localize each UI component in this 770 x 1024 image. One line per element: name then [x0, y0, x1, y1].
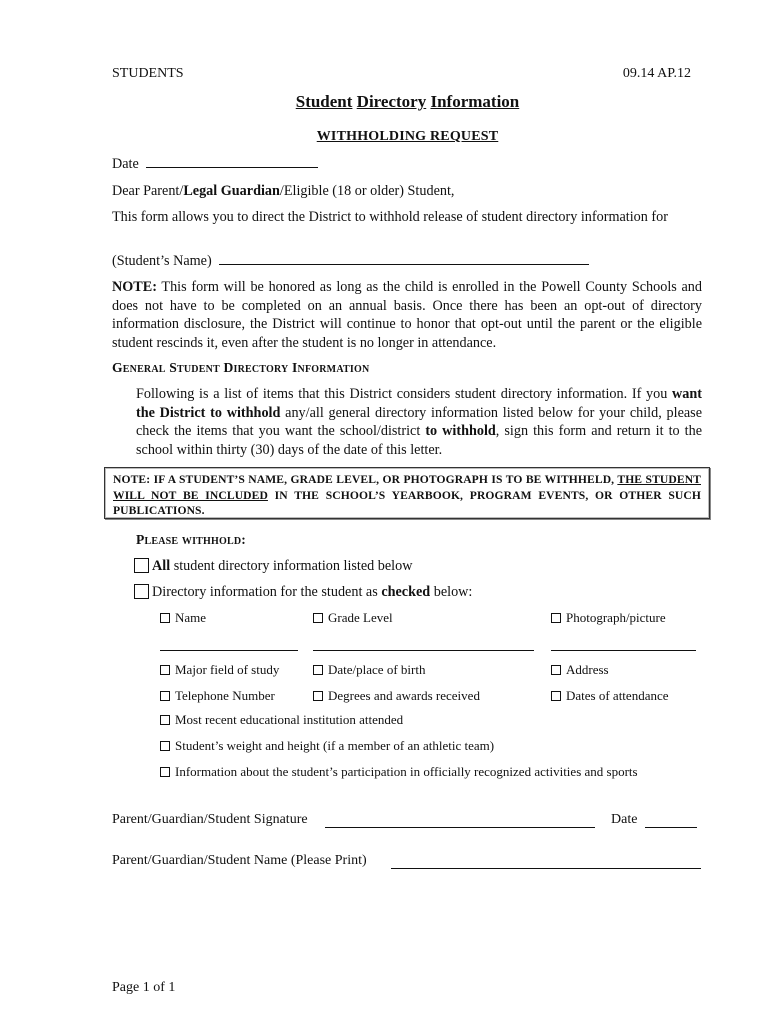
- title-word-1: Student: [295, 92, 353, 111]
- note-label: NOTE:: [112, 279, 157, 295]
- option-activities[interactable]: [160, 764, 638, 780]
- instructions-bold-2: to withhold: [425, 423, 496, 439]
- instructions-part-1: Following is a list of items that this District considers student directory information. If you: [136, 386, 673, 402]
- name-checkbox[interactable]: [160, 613, 170, 623]
- weight-height-checkbox[interactable]: [160, 741, 170, 751]
- choice-all-bold: All: [152, 558, 171, 574]
- date-label: Date: [112, 156, 139, 172]
- address-checkbox[interactable]: [551, 665, 561, 675]
- option-weight-height[interactable]: [160, 738, 494, 754]
- option-name-label: Name: [175, 610, 207, 625]
- print-name-label: Parent/Guardian/Student Name (Please Print): [112, 853, 367, 868]
- greeting-pre: Dear Parent/: [112, 183, 184, 199]
- grade-level-checkbox[interactable]: [313, 613, 323, 623]
- student-name-field[interactable]: [219, 252, 589, 265]
- option-attendance[interactable]: [551, 688, 669, 704]
- choice-checked-post: below:: [430, 584, 473, 600]
- option-major[interactable]: [160, 662, 279, 678]
- option-grade-level[interactable]: [313, 610, 393, 626]
- option-name[interactable]: [160, 610, 206, 626]
- title-word-2: Directory: [356, 92, 427, 111]
- option-activities-label: Information about the student’s participation in officially recognized activities and sports: [175, 764, 638, 779]
- option-photograph[interactable]: [551, 610, 666, 626]
- option-attendance-label: Dates of attendance: [566, 688, 669, 703]
- section-heading: General Student Directory Information: [112, 360, 370, 375]
- option-telephone-label: Telephone Number: [175, 688, 275, 703]
- page-number: Page 1 of 1: [112, 980, 176, 995]
- option-degrees[interactable]: [313, 688, 480, 704]
- institution-checkbox[interactable]: [160, 715, 170, 725]
- option-weight-label: Student’s weight and height (if a member of an athletic team): [175, 738, 495, 753]
- option-major-label: Major field of study: [175, 662, 280, 677]
- option-photo-label: Photograph/picture: [566, 610, 666, 625]
- policy-code: 09.14 AP.12: [622, 66, 691, 81]
- major-checkbox[interactable]: [160, 665, 170, 675]
- choice-all-text: student directory information listed below: [170, 558, 413, 574]
- instructions-part-2: any/all general directory information listed below for your child, please check the items that you want the school/district: [136, 404, 702, 439]
- please-withhold-heading: Please withhold:: [136, 532, 247, 547]
- signature-date-label: Date: [611, 812, 638, 827]
- photograph-checkbox[interactable]: [551, 613, 561, 623]
- withhold-selected-checkbox[interactable]: [134, 584, 149, 599]
- blank-line-2[interactable]: [313, 650, 534, 651]
- intro-text: This form allows you to direct the District to withhold release of student directory information for: [112, 209, 668, 225]
- warning-part-2: IN THE SCHOOL’S YEARBOOK, PROGRAM EVENTS, OR OTHER SUCH PUBLICATIONS.: [113, 488, 701, 517]
- option-institution[interactable]: [160, 712, 403, 728]
- warning-part-1: NOTE: IF A STUDENT’S NAME, GRADE LEVEL, OR PHOTOGRAPH IS TO BE WITHHELD,: [113, 473, 618, 486]
- choice-all-row: [134, 557, 412, 576]
- date-field[interactable]: [146, 155, 318, 168]
- option-address[interactable]: [551, 662, 609, 678]
- print-name-field[interactable]: [391, 868, 701, 869]
- policy-category: STUDENTS: [112, 66, 184, 81]
- note-text: This form will be honored as long as the child is enrolled in the Powell County Schools and does not have to be completed on an annual basis. Once there has been an opt-out of directory information disclosure, the District will continue to honor that opt-out until the parent or the eligible student rescinds it, even after the student is no longer in attendance.: [112, 279, 702, 351]
- signature-label: Parent/Guardian/Student Signature: [112, 812, 308, 827]
- blank-line-3[interactable]: [551, 650, 696, 651]
- withhold-all-checkbox[interactable]: [134, 558, 149, 573]
- note-paragraph: [112, 278, 702, 352]
- option-institution-label: Most recent educational institution attended: [175, 712, 404, 727]
- yearbook-warning-box: [104, 467, 710, 519]
- birth-checkbox[interactable]: [313, 665, 323, 675]
- form-subtitle: WITHHOLDING REQUEST: [316, 129, 499, 144]
- date-row: [112, 155, 318, 174]
- option-grade-label: Grade Level: [328, 610, 393, 625]
- activities-checkbox[interactable]: [160, 767, 170, 777]
- signature-field[interactable]: [325, 827, 595, 828]
- option-degrees-label: Degrees and awards received: [328, 688, 480, 703]
- instructions-paragraph: [136, 385, 702, 459]
- telephone-checkbox[interactable]: [160, 691, 170, 701]
- warning-underlined: THE STUDENT WILL NOT BE INCLUDED: [113, 473, 701, 502]
- greeting: [112, 182, 454, 201]
- greeting-post: /Eligible (18 or older) Student,: [279, 183, 455, 199]
- instructions-bold-1: want the District to withhold: [136, 386, 702, 421]
- student-name-row: [112, 252, 589, 271]
- choice-checked-row: [134, 583, 472, 602]
- option-telephone[interactable]: [160, 688, 275, 704]
- option-address-label: Address: [566, 662, 609, 677]
- page-title: [0, 92, 770, 112]
- option-birth[interactable]: [313, 662, 425, 678]
- title-word-3: Information: [430, 92, 520, 111]
- student-name-label: (Student’s Name): [112, 253, 212, 269]
- instructions-part-3: , sign this form and return it to the school within thirty (30) days of the date of this letter.: [136, 423, 702, 458]
- choice-checked-pre: Directory information for the student as: [152, 584, 382, 600]
- greeting-bold: Legal Guardian: [183, 183, 280, 199]
- choice-checked-bold: checked: [381, 584, 431, 600]
- signature-date-field[interactable]: [645, 827, 697, 828]
- degrees-checkbox[interactable]: [313, 691, 323, 701]
- option-birth-label: Date/place of birth: [328, 662, 426, 677]
- blank-line-1[interactable]: [160, 650, 298, 651]
- attendance-checkbox[interactable]: [551, 691, 561, 701]
